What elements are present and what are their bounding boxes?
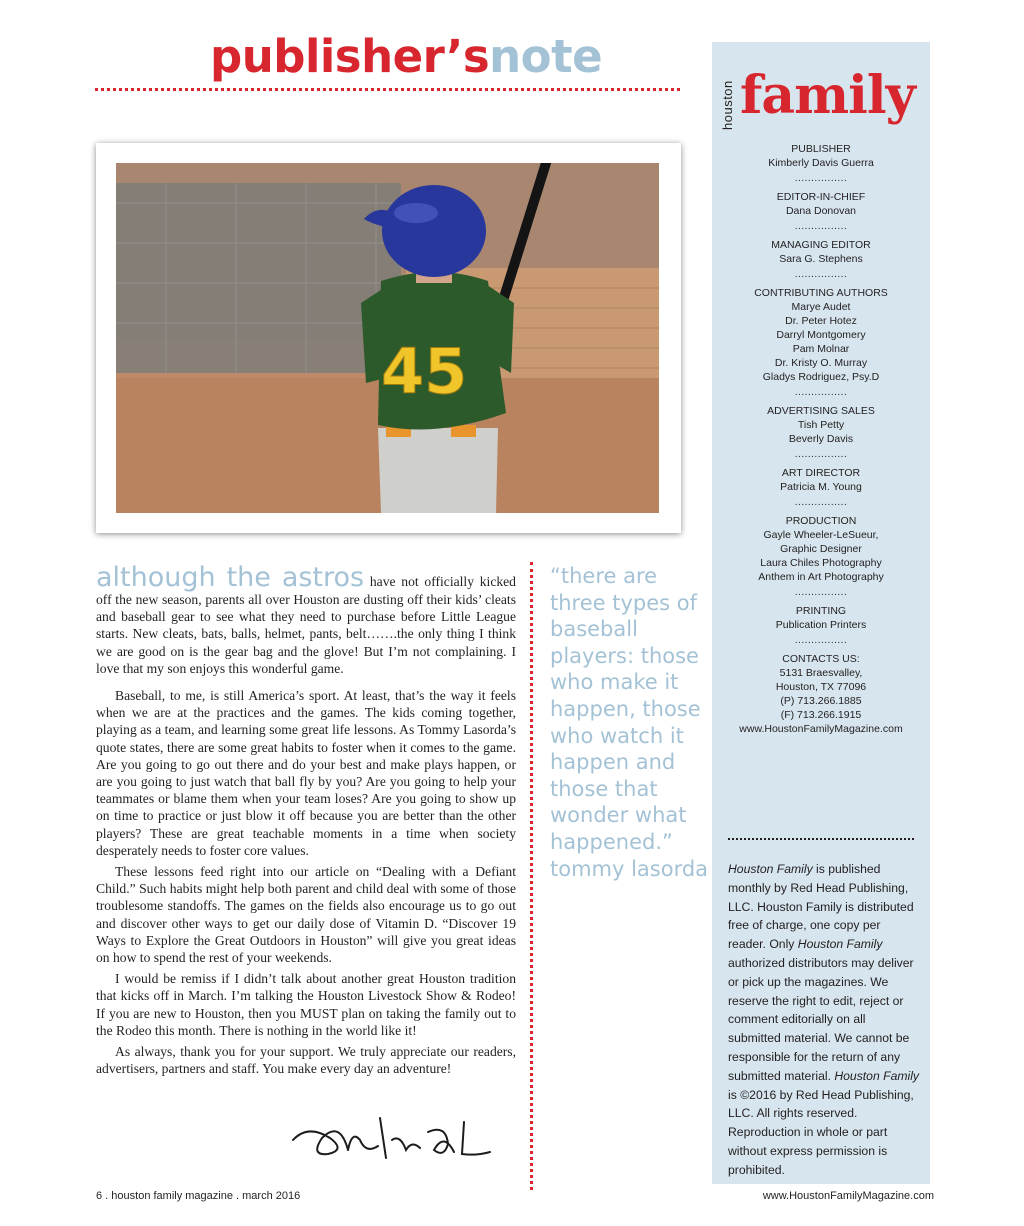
column-divider [530,562,533,1190]
masthead-name: Tish Petty [797,419,845,431]
article-body [96,683,516,1077]
masthead-name: Beverly Davis [788,433,854,445]
masthead-section [712,142,930,184]
logo-houston: houston [720,80,735,130]
masthead-label: PRODUCTION [785,515,857,527]
notice-text: is ©2016 by Red Head Publishing, LLC. All rights reserved. Reproduction in whole or part without express permission is prohibited. [728,1087,914,1177]
masthead-separator: ................ [794,269,848,280]
title-publishers: publisher’s [210,30,490,83]
masthead-name: Dr. Peter Hotez [785,315,857,327]
baseball-player-photo [116,163,659,513]
masthead-name: Gayle Wheeler-LeSueur, [763,529,879,541]
masthead-name: (P) 713.266.1885 [780,695,862,707]
masthead-label: ADVERTISING SALES [767,405,875,417]
masthead-separator: ................ [794,173,848,184]
notice-italic: Houston Family [728,862,813,876]
pull-quote [550,563,710,882]
notice-italic: Houston Family [797,937,883,952]
masthead-sidebar [712,42,930,1184]
masthead-label: PRINTING [795,605,847,617]
masthead-section [712,190,930,232]
pull-quote-text: “there are three types of baseball players: those who make it happen, those who watch it happen and those that wonder what happened.” [550,564,701,854]
masthead-name: Laura Chiles Photography [760,557,882,569]
masthead-section [712,514,930,598]
lead-text: have not officially kicked off the new season, parents all over Houston are dusting off their kids’ cleats and baseball gear to see what they need to purchase before Little League starts. New cleats, bats, balls, helmet, pants, belt…….the only thing I think we are good on is the gear bag and the glove! But I’m not complaining. I love that my son enjoys this wonderful game. [96,574,516,676]
masthead-name: www.HoustonFamilyMagazine.com [739,723,903,735]
masthead-name: 5131 Braesvalley, [779,667,863,679]
masthead-name: Sara G. Stephens [779,253,863,265]
notice-italic: Houston Family [834,1068,920,1083]
jersey-number: 45 [381,335,468,408]
masthead-name: Anthem in Art Photography [758,571,884,583]
page-title [210,30,603,83]
masthead-section [712,604,930,646]
masthead-name: Dana Donovan [785,205,857,217]
masthead-section [712,286,930,398]
masthead-label: ART DIRECTOR [781,467,861,479]
pull-quote-author: tommy lasorda [550,856,709,881]
publisher-signature [288,1110,498,1170]
masthead-name: Pam Molnar [792,343,850,355]
lead-in: although the astros [96,562,365,593]
masthead-section [712,466,930,508]
masthead-label: PUBLISHER [791,143,851,155]
masthead-name: Dr. Kristy O. Murray [774,357,868,369]
notice-text: authorized distributors may deliver or pick up the magazines. We reserve the right to edit, reject or comment editorially on all submitted material. We cannot be responsible for the return of any submitted material. [728,955,914,1083]
masthead-section [712,238,930,280]
masthead-name: Kimberly Davis Guerra [768,157,874,169]
masthead-label: MANAGING EDITOR [771,239,871,251]
article-paragraph: Baseball, to me, is still America’s sport. At least, that’s the way it feels when we are at the practices and the games. The kids coming together, playing as a team, and learning some great life lessons. As Tommy Lasorda’s quote states, there are some great habits to foster when it comes to the game. Are you going to go out there and do your best and make plays happen, or are you going to just watch that ball fly by you? Are you going to help your teammates or blame them when your team loses? Are you going to show up on time to practice or just blow it off because you are better than the other players? These are great teachable moments in a time when society desperately needs to foster core values. [96,688,516,858]
masthead-separator: ................ [794,449,848,460]
masthead-separator: ................ [794,221,848,232]
masthead-name: Marye Audet [791,301,851,313]
masthead-name: Houston, TX 77096 [775,681,867,693]
sidebar-divider [728,838,914,840]
article-paragraph: As always, thank you for your support. We truly appreciate our readers, advertisers, partners and staff. You make every day an adventure! [96,1044,516,1077]
masthead-name: Darryl Montgomery [776,329,866,341]
publication-notice [728,860,920,1180]
masthead-separator: ................ [794,497,848,508]
masthead-name: Publication Printers [775,619,867,631]
masthead-section [712,652,930,736]
masthead-label: EDITOR-IN-CHIEF [776,191,866,203]
article-paragraph: I would be remiss if I didn’t talk about another great Houston tradition that kicks off in March. I’m talking the Houston Livestock Show & Rodeo! If you are new to Houston, then you MUST plan on taking the family out to the Rodeo this month. There is nothing in the world like it! [96,971,516,1038]
masthead-name: Gladys Rodriguez, Psy.D [762,371,880,383]
masthead-name: Patricia M. Young [780,481,862,493]
masthead-section [712,404,930,460]
article-paragraph: These lessons feed right into our article on “Dealing with a Defiant Child.” Such habits might help both parent and child deal with some of those troublesome standoffs. The games on the fields also encourage us to go out and discover other ways to get our daily dose of Vitamin D. “Discover 19 Ways to Explore the Great Outdoors in Houston” will give you great ideas on how to spend the rest of your weekends. [96,864,516,966]
footer-url: www.HoustonFamilyMagazine.com [762,1190,934,1202]
photo-frame [96,143,681,533]
masthead-label: CONTRIBUTING AUTHORS [754,287,888,299]
masthead-separator: ................ [794,387,848,398]
title-divider [95,88,680,91]
footer-folio: 6 . houston family magazine . march 2016 [96,1190,301,1202]
masthead-list [712,142,930,742]
masthead-label: CONTACTS US: [782,653,860,665]
notice-text: is published monthly by Red Head Publishing, LLC. Houston Family is distributed free of charge, one copy per reader. Only [728,862,914,952]
masthead-separator: ................ [794,587,848,598]
logo-family: family [740,65,915,126]
title-note: note [489,30,603,83]
masthead-name: (F) 713.266.1915 [780,709,862,721]
masthead-separator: ................ [794,635,848,646]
article-lead [96,564,516,677]
masthead-name: Graphic Designer [780,543,862,555]
